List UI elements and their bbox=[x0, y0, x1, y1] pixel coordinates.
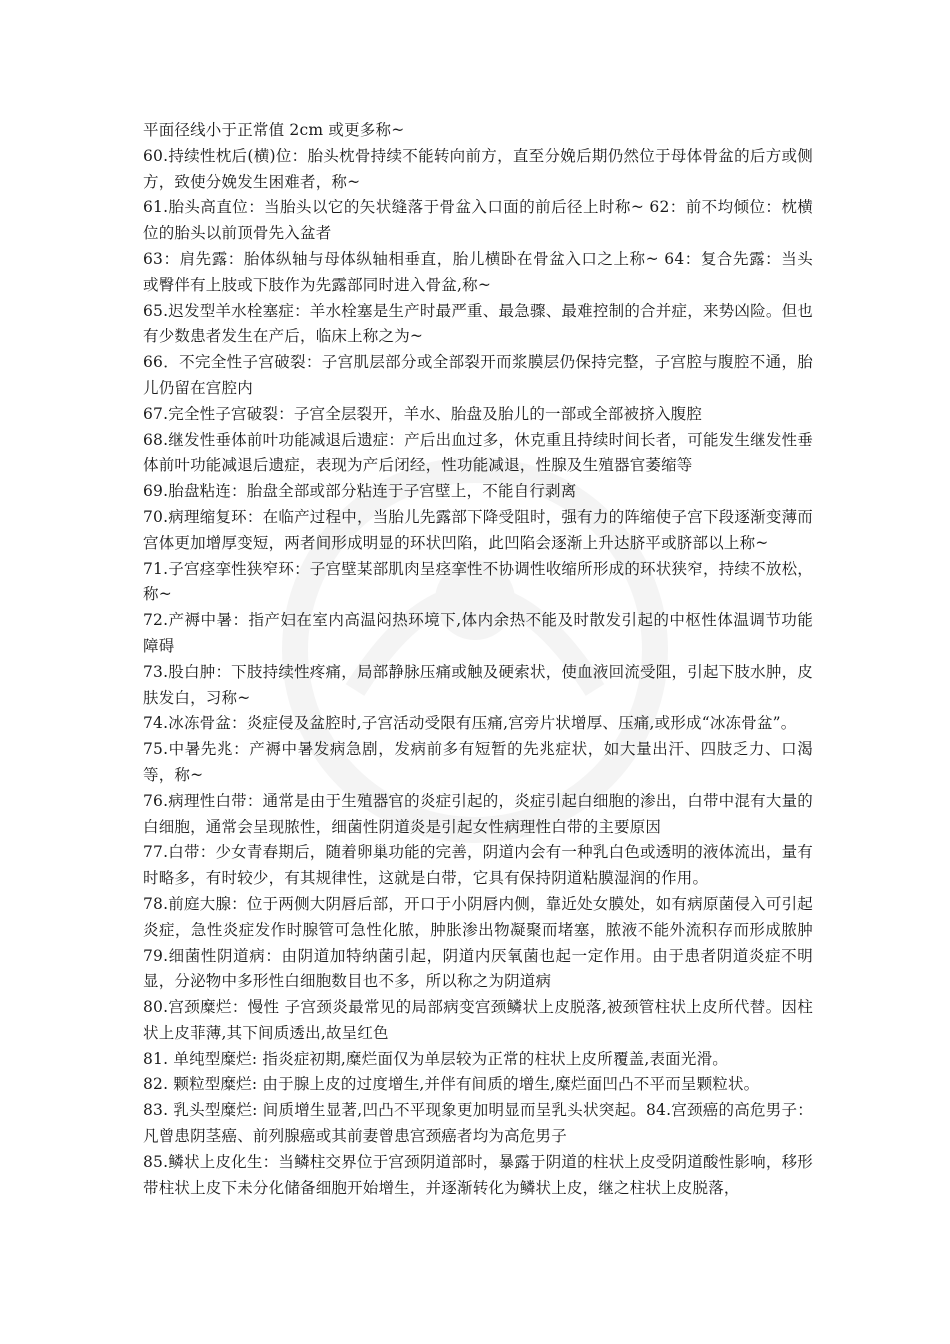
paragraph: 80.宫颈糜烂：慢性 子宫颈炎最常见的局部病变宫颈鳞状上皮脱落,被颈管柱状上皮所代替。因柱状上皮菲薄,其下间质透出,故呈红色 bbox=[143, 998, 813, 1042]
paragraph: 61.胎头高直位：当胎头以它的矢状缝落于骨盆入口面的前后径上时称~ 62：前不均倾位：枕横位的胎头以前顶骨先入盆者 bbox=[143, 198, 813, 243]
paragraph: 69.胎盘粘连：胎盘全部或部分粘连于子宫壁上，不能自行剥离 bbox=[143, 482, 577, 501]
paragraph: 66．不完全性子宫破裂：子宫肌层部分或全部裂开而浆膜层仍保持完整，子宫腔与腹腔不通，胎儿仍留在宫腔内 bbox=[143, 353, 813, 397]
paragraph: 68.继发性垂体前叶功能减退后遗症：产后出血过多，休克重且持续时间长者，可能发生继发性垂体前叶功能减退后遗症，表现为产后闭经，性功能减退，性腺及生殖器官萎缩等 bbox=[143, 430, 813, 475]
paragraph: 73.股白肿：下肢持续性疼痛，局部静脉压痛或触及硬索状，使血液回流受阻，引起下肢水肿，皮肤发白，习称~ bbox=[143, 662, 813, 707]
paragraph: 70.病理缩复环：在临产过程中，当胎儿先露部下降受阻时，强有力的阵缩使子宫下段逐渐变薄而宫体更加增厚变短，两者间形成明显的环状凹陷，此凹陷会逐渐上升达脐平或脐部以上称~ bbox=[143, 507, 813, 552]
paragraph: 77.白带：少女青春期后，随着卵巢功能的完善，阴道内会有一种乳白色或透明的液体流出，量有时略多，有时较少，有其规律性，这就是白带，它具有保持阴道粘膜湿润的作用。 bbox=[143, 843, 813, 888]
paragraph: 81. 单纯型糜烂: 指炎症初期,糜烂面仅为单层较为正常的柱状上皮所覆盖,表面光滑。 bbox=[143, 1049, 728, 1068]
paragraph: 82. 颗粒型糜烂: 由于腺上皮的过度增生,并伴有间质的增生,糜烂面凹凸不平而呈颗粒状。 bbox=[143, 1075, 760, 1094]
paragraph: 63：肩先露：胎体纵轴与母体纵轴相垂直，胎儿横卧在骨盆入口之上称~ 64：复合先露：当头或臀伴有上肢或下肢作为先露部同时进入骨盆,称~ bbox=[143, 249, 813, 294]
paragraph: 75.中暑先兆：产褥中暑发病急剧，发病前多有短暂的先兆症状，如大量出汗、四肢乏力、口渴等，称~ bbox=[143, 740, 813, 784]
paragraph: 78.前庭大腺：位于两侧大阴唇后部，开口于小阴唇内侧，靠近处女膜处，如有病原菌侵入可引起炎症，急性炎症发作时腺管可急性化脓，肿胀渗出物凝聚而堵塞，脓液不能外流积存而形成脓肿 79.细菌性阴道病：由阴道加特纳菌引起，阴道内厌氧菌也起一定作用。由于患者阴道炎症不明显，分泌物中多形性白细胞数目也不多，所以称之为阴道病 bbox=[143, 894, 813, 991]
paragraph: 65.迟发型羊水栓塞症：羊水栓塞是生产时最严重、最急骤、最难控制的合并症，来势凶险。但也有少数患者发生在产后，临床上称之为~ bbox=[143, 301, 813, 346]
paragraph: 83. 乳头型糜烂: 间质增生显著,凹凸不平现象更加明显而呈乳头状突起。84.宫颈癌的高危男子：凡曾患阴茎癌、前列腺癌或其前妻曾患宫颈癌者均为高危男子 bbox=[143, 1101, 813, 1146]
paragraph: 71.子宫痉挛性狭窄环：子宫壁某部肌肉呈痉挛性不协调性收缩所形成的环状狭窄，持续不放松，称~ bbox=[143, 559, 813, 604]
paragraph: 74.冰冻骨盆：炎症侵及盆腔时,子宫活动受限有压痛,宫旁片状增厚、压痛,或形成“冰冻骨盆”。 bbox=[143, 714, 797, 733]
paragraph: 平面径线小于正常值 2cm 或更多称~ bbox=[143, 121, 405, 139]
paragraph: 72.产褥中暑：指产妇在室内高温闷热环境下,体内余热不能及时散发引起的中枢性体温调节功能障碍 bbox=[143, 611, 813, 655]
paragraph: 67.完全性子宫破裂：子宫全层裂开，羊水、胎盘及胎儿的一部或全部被挤入腹腔 bbox=[143, 404, 703, 423]
paragraph: 76.病理性白带：通常是由于生殖器官的炎症引起的，炎症引起白细胞的渗出，白带中混有大量的白细胞，通常会呈现脓性，细菌性阴道炎是引起女性病理性白带的主要原因 bbox=[143, 791, 813, 836]
document-body bbox=[143, 118, 813, 1201]
paragraph: 85.鳞状上皮化生：当鳞柱交界位于宫颈阴道部时，暴露于阴道的柱状上皮受阴道酸性影响，移形带柱状上皮下未分化储备细胞开始增生，并逐渐转化为鳞状上皮，继之柱状上皮脱落， bbox=[143, 1152, 813, 1197]
paragraph: 60.持续性枕后(横)位：胎头枕骨持续不能转向前方，直至分娩后期仍然位于母体骨盆的后方或侧方，致使分娩发生困难者，称~ bbox=[143, 146, 813, 191]
